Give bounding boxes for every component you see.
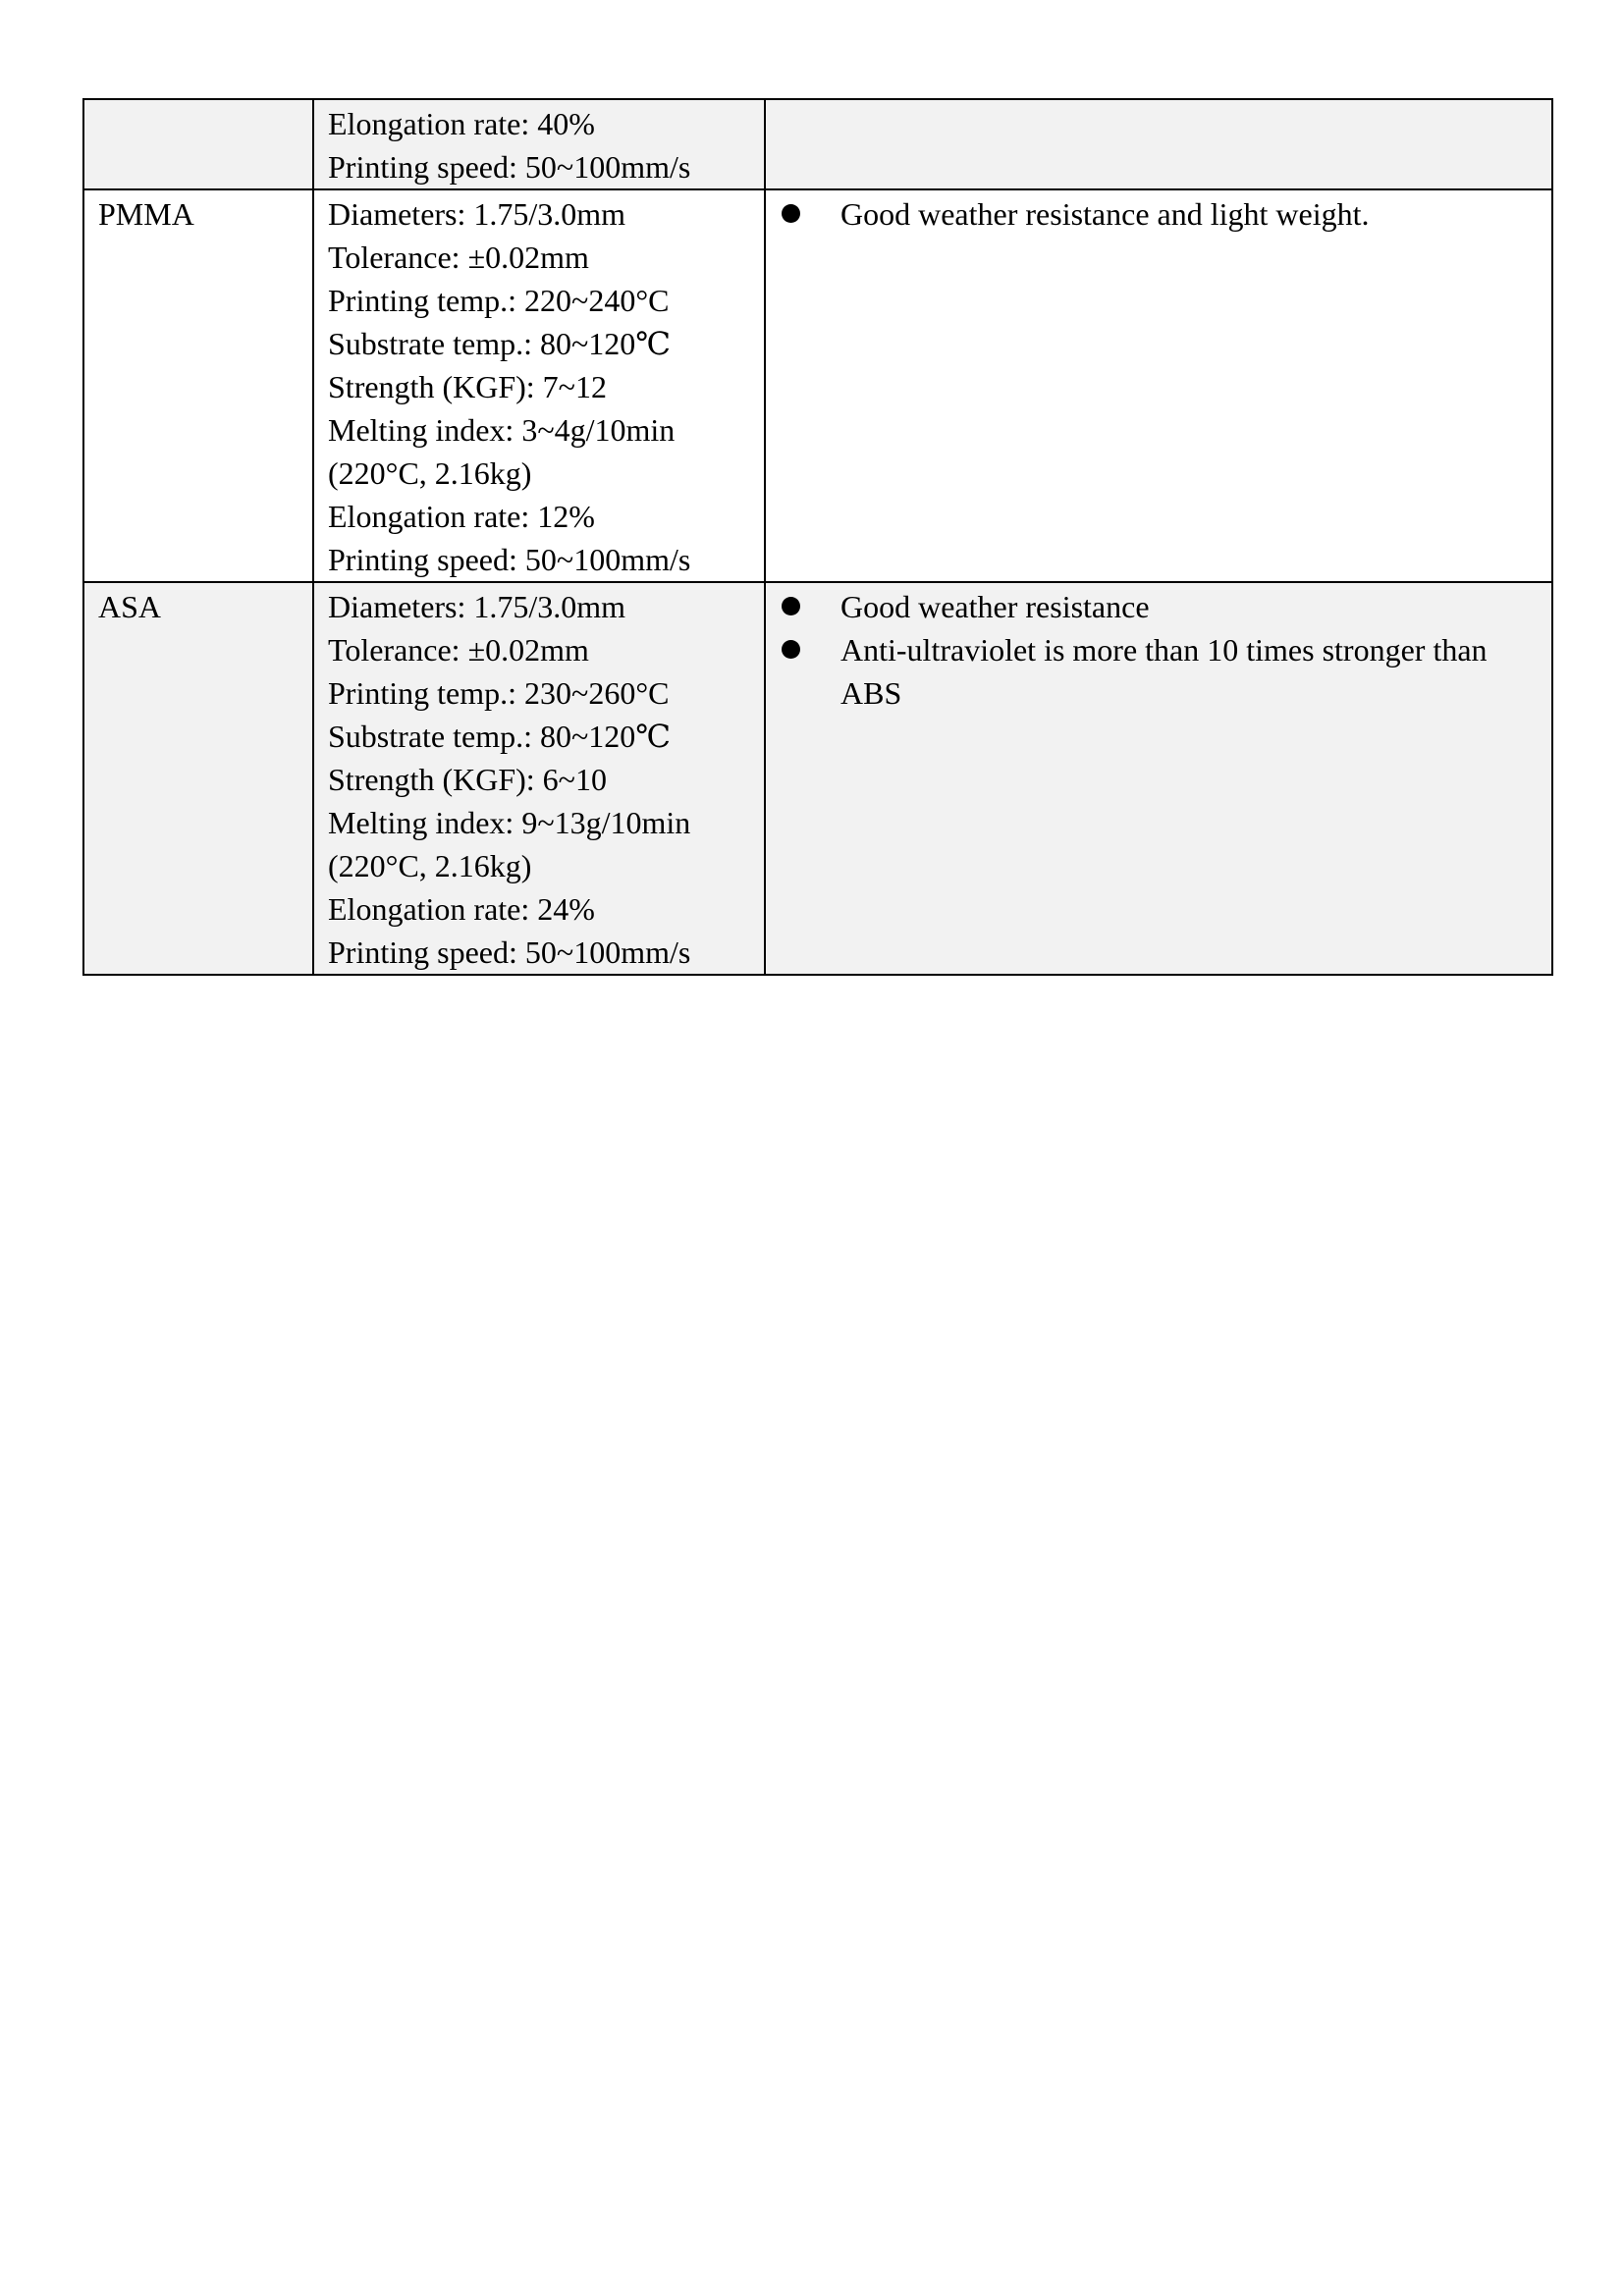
specs-cell <box>313 582 765 975</box>
spec-printing-speed: Printing speed: 50~100mm/s <box>328 149 691 185</box>
spec-tolerance: Tolerance: ±0.02mm <box>328 632 589 667</box>
feature-list <box>780 192 1538 236</box>
features-cell <box>765 99 1552 189</box>
feature-text: Anti-ultraviolet is more than 10 times stronger than ABS <box>840 632 1488 711</box>
spec-melting-index-conditions: (220°C, 2.16kg) <box>328 848 532 883</box>
material-name: PMMA <box>98 196 194 232</box>
material-cell <box>83 189 313 582</box>
feature-text: Good weather resistance <box>840 589 1150 624</box>
table-row <box>83 99 1552 189</box>
specs-cell <box>313 99 765 189</box>
spec-printing-speed: Printing speed: 50~100mm/s <box>328 542 691 577</box>
feature-text: Good weather resistance and light weight. <box>840 196 1370 232</box>
spec-elongation-rate: Elongation rate: 40% <box>328 106 595 141</box>
material-cell <box>83 582 313 975</box>
feature-item <box>780 628 1538 715</box>
spec-melting-index: Melting index: 3~4g/10min <box>328 412 676 448</box>
material-name: ASA <box>98 589 162 624</box>
spec-tolerance: Tolerance: ±0.02mm <box>328 240 589 275</box>
spec-printing-speed: Printing speed: 50~100mm/s <box>328 934 691 970</box>
spec-elongation-rate: Elongation rate: 24% <box>328 891 595 927</box>
spec-printing-temp: Printing temp.: 230~260°C <box>328 675 670 711</box>
feature-item <box>780 585 1538 628</box>
spec-printing-temp: Printing temp.: 220~240°C <box>328 283 670 318</box>
spec-diameters: Diameters: 1.75/3.0mm <box>328 196 626 232</box>
bullet-icon <box>782 640 800 659</box>
spec-strength: Strength (KGF): 6~10 <box>328 762 607 797</box>
specs-cell <box>313 189 765 582</box>
spec-diameters: Diameters: 1.75/3.0mm <box>328 589 626 624</box>
material-cell <box>83 99 313 189</box>
spec-substrate-temp: Substrate temp.: 80~120℃ <box>328 326 672 361</box>
spec-substrate-temp: Substrate temp.: 80~120℃ <box>328 719 672 754</box>
spec-melting-index-conditions: (220°C, 2.16kg) <box>328 455 532 491</box>
spec-melting-index: Melting index: 9~13g/10min <box>328 805 691 840</box>
features-cell <box>765 582 1552 975</box>
features-cell <box>765 189 1552 582</box>
feature-item <box>780 192 1538 236</box>
table-row <box>83 189 1552 582</box>
table-row <box>83 582 1552 975</box>
spec-strength: Strength (KGF): 7~12 <box>328 369 607 404</box>
material-spec-table <box>82 98 1553 976</box>
bullet-icon <box>782 597 800 615</box>
feature-list <box>780 585 1538 715</box>
spec-elongation-rate: Elongation rate: 12% <box>328 499 595 534</box>
bullet-icon <box>782 204 800 223</box>
